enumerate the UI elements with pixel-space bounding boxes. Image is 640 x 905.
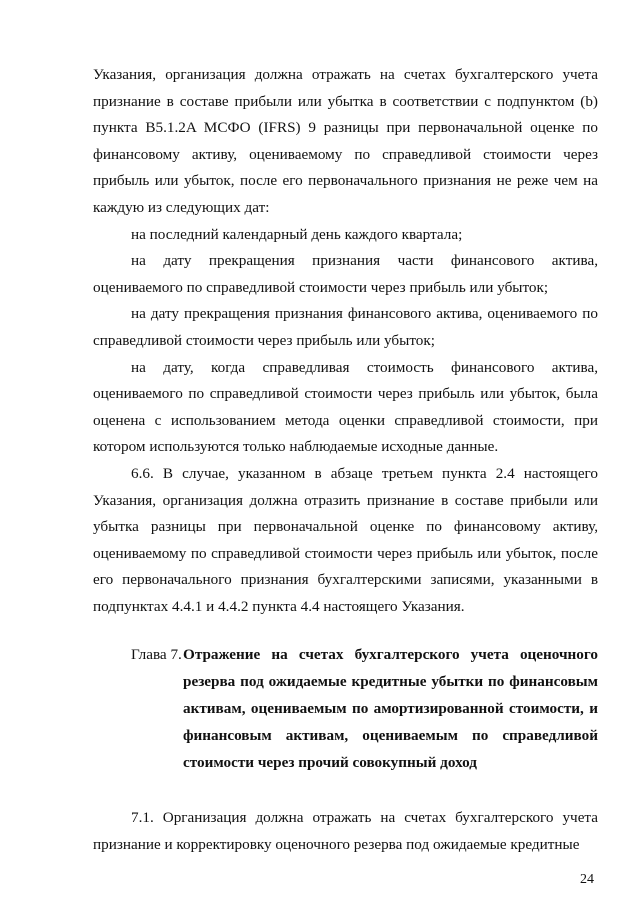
chapter-title: Отражение на счетах бухгалтерского учета оценочного резерва под ожидаемые кредитные убытки по финансовым активам, оцениваемым по амортизированной стоимости, и финансовым активам, оцениваемым по справедливой стоимости через прочий совокупный доход [183, 646, 598, 771]
paragraph-6-6: 6.6. В случае, указанном в абзаце третьем пункта 2.4 настоящего Указания, организация должна отразить признание в составе прибыли или убытка разницы при первоначальной оценке по финансовому активу, оцениваемому по справедливой стоимости через прибыль или убыток, после его первоначального признания бухгалтерскими записями, указанными в подпунктах 4.4.1 и 4.4.2 пункта 4.4 настоящего Указания. [93, 464, 598, 615]
list-item-full-derecognition: на дату прекращения признания финансового актива, оцениваемого по справедливой стоимости через прибыль или убыток; [93, 305, 598, 349]
paragraph-continuation: Указания, организация должна отражать на счетах бухгалтерского учета признание в составе прибыли или убытка в соответствии с подпунктом (b) пункта B5.1.2A МСФО (IFRS) 9 разницы при первоначальной оценке по финансовому активу, оцениваемому по справедливой стоимости через прибыль или убыток, после его первоначального признания не реже чем на каждую из следующих дат: [93, 66, 598, 216]
list-item-quarter-end: на последний календарный день каждого квартала; [131, 225, 463, 243]
list-item-partial-derecognition: на дату прекращения признания части финансового актива, оцениваемого по справедливой стоимости через прибыль или убыток; [93, 252, 598, 296]
page-number: 24 [580, 872, 594, 887]
chapter-label: Глава 7. [131, 646, 182, 664]
paragraph-7-1: 7.1. Организация должна отражать на счетах бухгалтерского учета признание и корректировку оценочного резерва под ожидаемые кредитные [93, 809, 598, 854]
list-item-observable-inputs: на дату, когда справедливая стоимость финансового актива, оцениваемого по справедливой стоимости через прибыль или убыток, была оценена с использованием метода оценки справедливой стоимости, при котором используются только наблюдаемые исходные данные. [93, 358, 598, 456]
document-body [93, 62, 598, 859]
chapter-heading [93, 642, 598, 776]
